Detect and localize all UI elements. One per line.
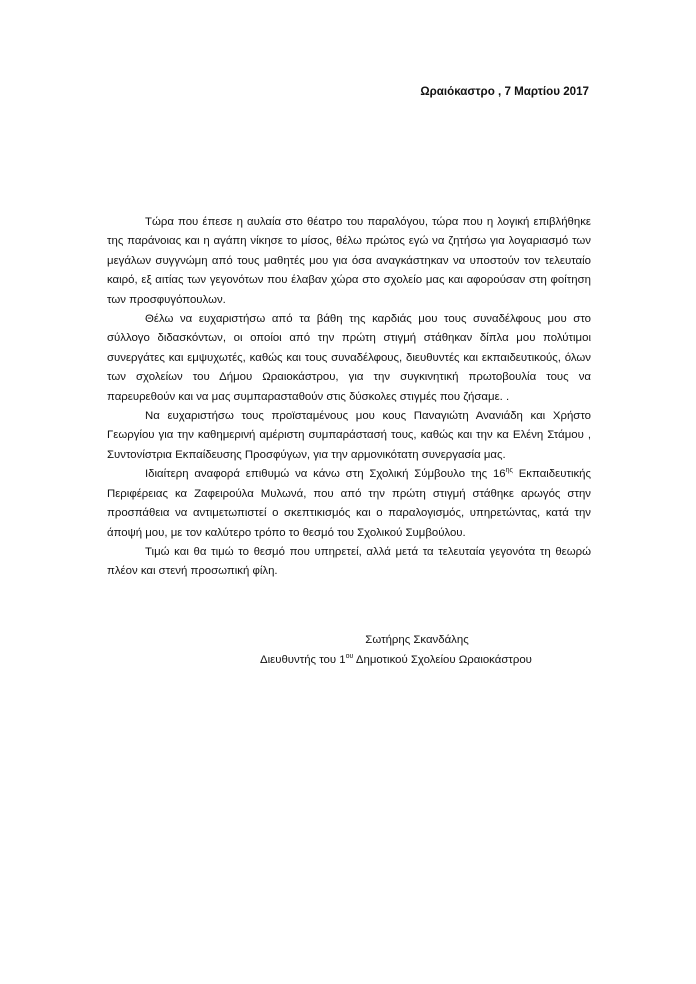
signature-ordinal-suffix: ου — [345, 653, 354, 661]
paragraph-apology: Τώρα που έπεσε η αυλαία στο θέατρο του παραλόγου, τώρα που η λογική επιβλήθηκε της παράνοιας και η αγάπη νίκησε το μίσος, θέλω πρώτος εγώ να ζητήσω για λογαριασμό των μεγάλων συγγνώμη από τους μαθητές μου για όσα αναγκάστηκαν να υποστούν τον τελευταίο καιρό, εξ αιτίας των γεγονότων που έλαβαν χώρα στο σχολείο μας και αφορούσαν στη φοίτηση των προσφυγόπουλων. — [107, 216, 591, 306]
paragraph-school-advisor-start: Ιδιαίτερη αναφορά επιθυμώ να κάνω στη Σχολική Σύμβουλο της 16 — [145, 468, 506, 481]
paragraph-school-advisor-rest: Εκπαιδευτικής Περιφέρειας κα Ζαφειρούλα Μυλωνά, που από την πρώτη στιγμή στάθηκε αρωγός στην προσπάθεια να αντιμετωπιστεί ο σκεπτικισμός και ο παραλογισμός, υπηρετώντας, κατά την άποψή μου, με τον καλύτερο τρόπο το θεσμό του Σχολικού Συμβούλου. — [107, 468, 592, 539]
signature-title-start: Διευθυντής του 1 — [260, 654, 346, 666]
date-line: Ωραιόκαστρο , 7 Μαρτίου 2017 — [420, 85, 589, 98]
paragraph-closing: Τιμώ και θα τιμώ το θεσμό που υπηρετεί, αλλά μετά τα τελευταία γεγονότα τη θεωρώ πλέον και στενή προσωπική φίλη. — [107, 545, 591, 578]
letter-body — [107, 213, 591, 582]
signature-name: Σωτήρης Σκανδάλης — [365, 634, 469, 646]
signature-title — [260, 650, 620, 670]
paragraph-thanks-colleagues: Θέλω να ευχαριστήσω από τα βάθη της καρδιάς μου τους συναδέλφους μου στο σύλλογο διδασκόντων, οι οποίοι από την πρώτη στιγμή στάθηκαν δίπλα μου πολύτιμοι συνεργάτες και εμψυχωτές, καθώς και τους συναδέλφους, διευθυντές και εκπαιδευτικούς, όλων των σχολείων του Δήμου Ωραιοκάστρου, για την συγκινητική πρωτοβουλία τους να παρευρεθούν και να μας συμπαρασταθούν στις δύσκολες στιγμές που ζήσαμε. . — [107, 313, 591, 403]
paragraph-school-advisor — [107, 465, 591, 543]
paragraph-thanks-supervisors: Να ευχαριστήσω τους προϊσταμένους μου κους Παναγιώτη Ανανιάδη και Χρήστο Γεωργίου για την καθημερινή αμέριστη συμπαράστασή τους, καθώς και την κα Ελένη Στάμου , Συντονίστρια Εκπαίδευσης Προσφύγων, για την αρμονικότατη συνεργασία μας. — [107, 410, 591, 461]
signature-block — [260, 630, 620, 670]
signature-title-rest: Δημοτικού Σχολείου Ωραιοκάστρου — [353, 654, 532, 666]
ordinal-suffix: ης — [505, 467, 513, 475]
